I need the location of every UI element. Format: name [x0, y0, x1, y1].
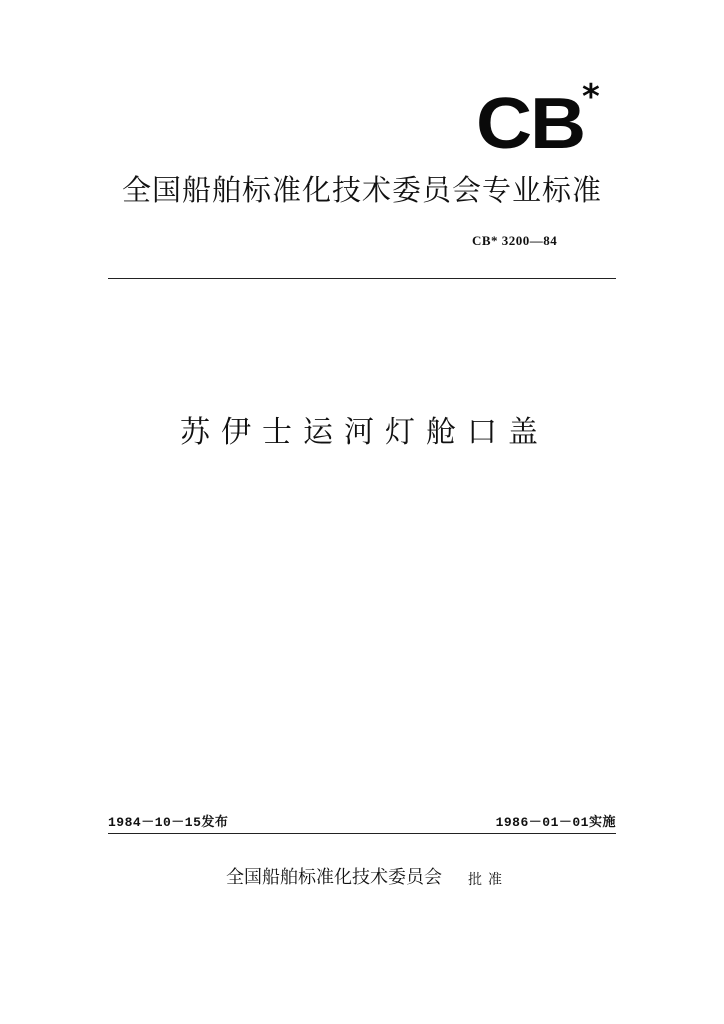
top-divider [108, 278, 616, 279]
document-title: 苏伊士运河灯舱口盖 [180, 415, 549, 450]
approving-body: 全国船舶标准化技术委员会 [226, 867, 442, 888]
issue-date: 1984－10－15发布 [108, 815, 229, 830]
bottom-divider [108, 833, 616, 834]
cb-logo-star: * [582, 77, 600, 117]
approval-label: 批准 [468, 872, 508, 888]
organization-title: 全国船舶标准化技术委员会专业标准 [121, 173, 602, 207]
cb-logo-text: CB [476, 84, 584, 164]
effective-date: 1986－01－01实施 [495, 815, 616, 830]
standard-number: CB* 3200—84 [472, 233, 558, 248]
